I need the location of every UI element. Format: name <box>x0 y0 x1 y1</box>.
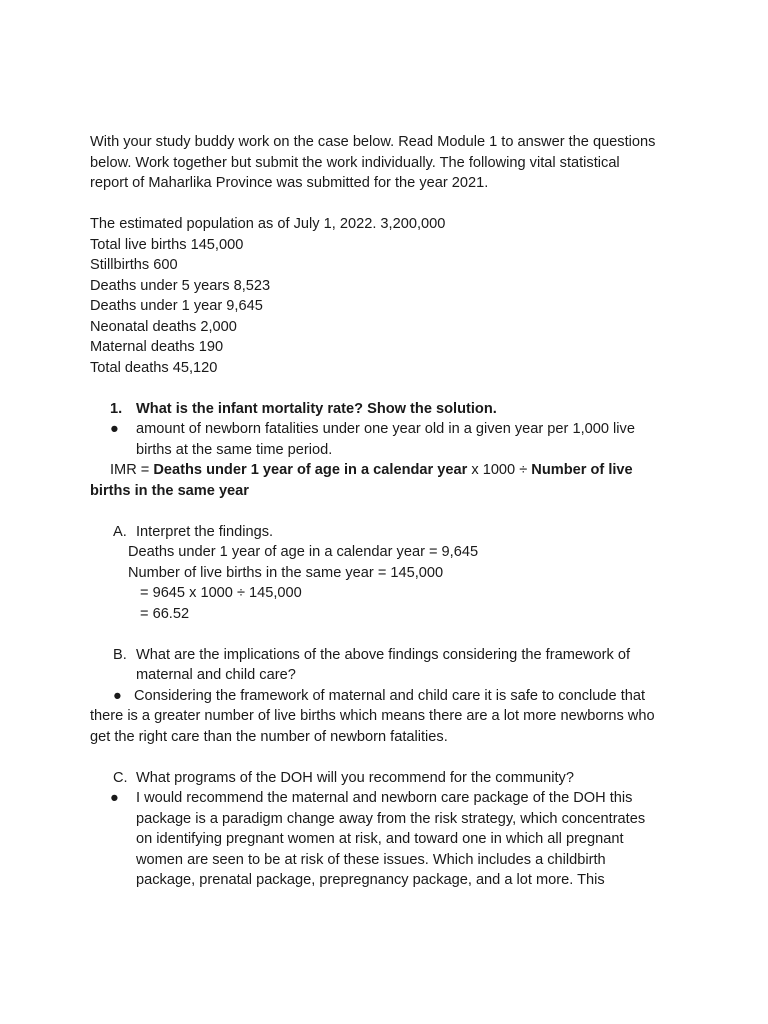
spacer <box>90 624 690 645</box>
question-text: What are the implications of the above findings considering the framework of <box>136 646 631 663</box>
imr-formula <box>90 460 690 481</box>
list-number: 1. <box>110 400 123 417</box>
stat-line: Total deaths 45,120 <box>90 359 218 376</box>
answer-line: women are seen to be at risk of these issues. Which includes a childbirth <box>136 851 606 868</box>
imr-formula-continued: births in the same year <box>90 482 249 499</box>
intro-line: report of Maharlika Province was submitted for the year 2021. <box>90 175 489 191</box>
document-body <box>90 132 690 891</box>
bullet-icon: ● <box>110 790 119 806</box>
list-letter: C. <box>113 769 128 786</box>
list-letter: A. <box>113 523 127 540</box>
answer-line: there is a greater number of live births which means there are a lot more newborns who <box>90 708 655 724</box>
solution-line: = 9645 x 1000 ÷ 145,000 <box>140 585 302 601</box>
answer-line <box>90 686 690 707</box>
question-1-bullet <box>90 419 690 460</box>
question-text: Interpret the findings. <box>136 523 274 540</box>
stat-line: Stillbirths 600 <box>90 257 178 273</box>
spacer <box>90 194 690 215</box>
question-b <box>90 645 690 686</box>
question-1 <box>90 399 690 420</box>
formula-prefix: IMR = <box>110 462 154 478</box>
bullet-icon: ● <box>110 421 119 437</box>
answer-line: on identifying pregnant women at risk, and toward one in which all pregnant <box>136 831 624 847</box>
stats-list <box>90 214 690 378</box>
solution-line: Number of live births in the same year = 145,000 <box>128 564 444 581</box>
intro-line: With your study buddy work on the case below. Read Module 1 to answer the questions <box>90 134 656 150</box>
stat-line: Total live births 145,000 <box>90 236 244 253</box>
question-text: maternal and child care? <box>136 667 296 683</box>
answer-text: Considering the framework of maternal and child care it is safe to conclude that <box>134 687 646 704</box>
bullet-line: births at the same time period. <box>136 441 333 458</box>
formula-operator: x 1000 ÷ <box>467 462 532 478</box>
solution-result: = 66.52 <box>140 605 190 622</box>
stat-line: The estimated population as of July 1, 2022. 3,200,000 <box>90 216 446 232</box>
list-letter: B. <box>113 646 127 663</box>
bullet-icon: ● <box>113 687 122 704</box>
stat-line: Deaths under 1 year 9,645 <box>90 298 263 314</box>
stat-line: Neonatal deaths 2,000 <box>90 318 237 335</box>
answer-line: I would recommend the maternal and newborn care package of the DOH this <box>136 790 633 806</box>
stat-line: Deaths under 5 years 8,523 <box>90 277 271 294</box>
formula-numerator: Deaths under 1 year of age in a calendar year <box>153 462 468 478</box>
answer-line: package, prenatal package, prepregnancy package, and a lot more. This <box>136 872 605 888</box>
question-text: What programs of the DOH will you recommend for the community? <box>136 769 574 786</box>
question-a <box>90 522 690 543</box>
spacer <box>90 378 690 399</box>
question-text: What is the infant mortality rate? Show the solution. <box>136 400 497 417</box>
bullet-line: amount of newborn fatalities under one year old in a given year per 1,000 live <box>136 421 635 437</box>
stat-line: Maternal deaths 190 <box>90 339 224 355</box>
question-c-bullet <box>90 788 690 891</box>
solution-line: Deaths under 1 year of age in a calendar year = 9,645 <box>128 544 479 560</box>
answer-line: get the right care than the number of newborn fatalities. <box>90 728 448 745</box>
question-c <box>90 768 690 789</box>
intro-paragraph <box>90 132 690 194</box>
spacer <box>90 747 690 768</box>
answer-line: package is a paradigm change away from the risk strategy, which concentrates <box>136 810 646 827</box>
formula-denominator: Number of live <box>531 462 633 478</box>
spacer <box>90 501 690 522</box>
intro-line: below. Work together but submit the work individually. The following vital statistical <box>90 154 620 171</box>
